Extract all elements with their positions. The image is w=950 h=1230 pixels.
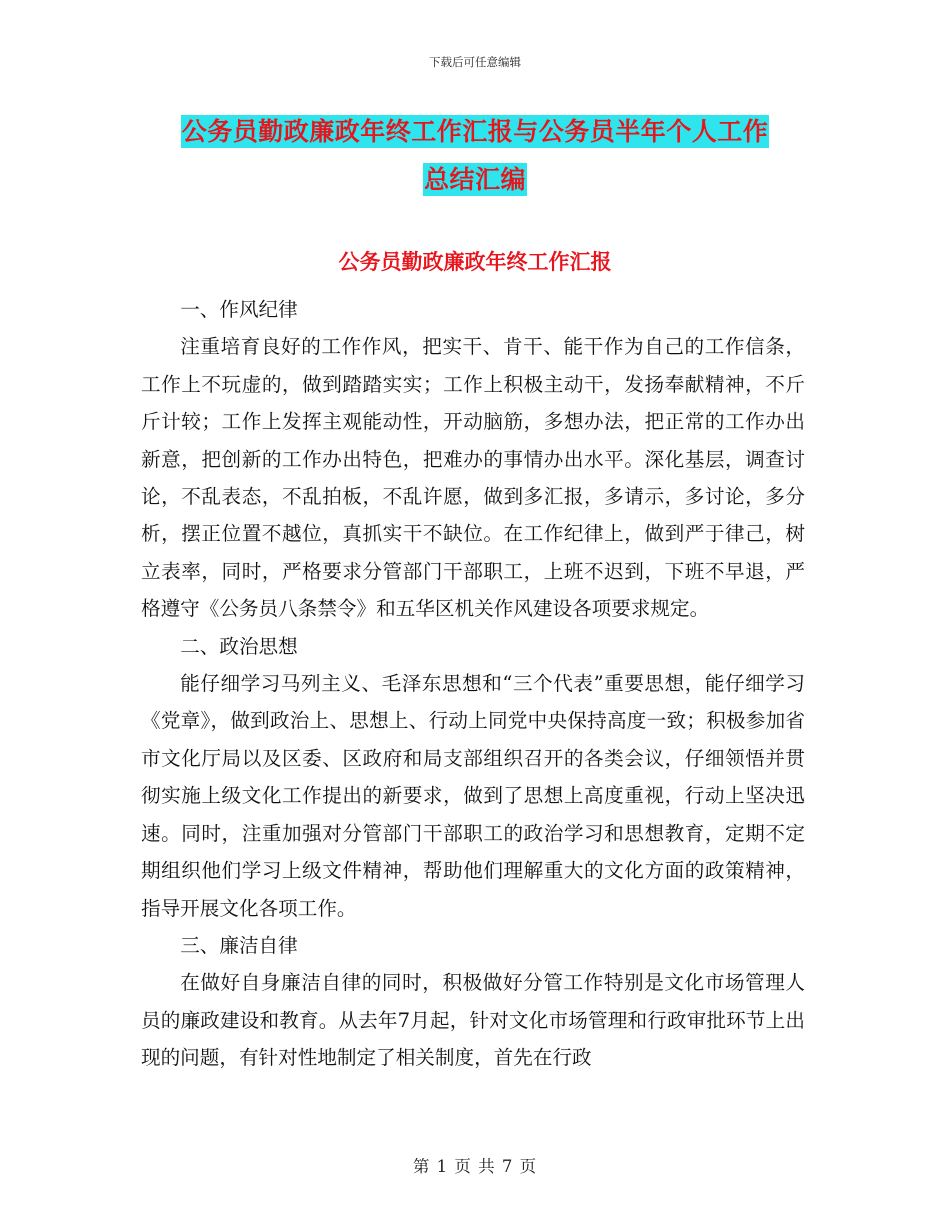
paragraph-work-style: 注重培育良好的工作作风，把实干、肯干、能干作为自己的工作信条，工作上不玩虚的，做到踏踏实实；工作上积极主动干，发扬奉献精神，不斤斤计较；工作上发挥主观能动性，开动脑筋，多想办法，把正常的工作办出新意，把创新的工作办出特色，把难办的事情办出水平。深化基层，调查讨论，不乱表态，不乱拍板，不乱许愿，做到多汇报，多请示，多讨论，多分析，摆正位置不越位，真抓实干不缺位。在工作纪律上，做到严于律己，树立表率，同时，严格要求分管部门干部职工，上班不迟到，下班不早退，严格遵守《公务员八条禁令》和五华区机关作风建设各项要求规定。 bbox=[141, 335, 805, 621]
section-title: 公务员勤政廉政年终工作汇报 bbox=[338, 249, 612, 274]
document-body bbox=[141, 291, 805, 1077]
heading-work-style: 一、作风纪律 bbox=[180, 298, 298, 321]
heading-political-thought: 二、政治思想 bbox=[180, 634, 298, 658]
page-number: 第 1 页 共 7 页 bbox=[412, 1157, 538, 1176]
paragraph-political-thought: 能仔细学习马列主义、毛泽东思想和“三个代表”重要思想，能仔细学习《党章》，做到政治上、思想上、行动上同党中央保持高度一致；积极参加省市文化厅局以及区委、区政府和局支部组织召开的各类会议，仔细领悟并贯彻实施上级文化工作提出的新要求，做到了思想上高度重视，行动上坚决迅速。同时，注重加强对分管部门干部职工的政治学习和思想教育，定期不定期组织他们学习上级文件精神，帮助他们理解重大的文化方面的政策精神，指导开展文化各项工作。 bbox=[141, 672, 805, 920]
header-note: 下载后可任意编辑 bbox=[429, 55, 521, 69]
title-line-1: 公务员勤政廉政年终工作汇报与公务员半年个人工作 bbox=[181, 117, 769, 146]
heading-integrity: 三、廉洁自律 bbox=[180, 933, 298, 957]
paragraph-integrity: 在做好自身廉洁自律的同时，积极做好分管工作特别是文化市场管理人员的廉政建设和教育。从去年7月起，针对文化市场管理和行政审批环节上出现的问题，有针对性地制定了相关制度，首先在行政 bbox=[141, 971, 805, 1070]
title-line-2: 总结汇编 bbox=[423, 165, 526, 194]
document-title bbox=[140, 108, 810, 204]
